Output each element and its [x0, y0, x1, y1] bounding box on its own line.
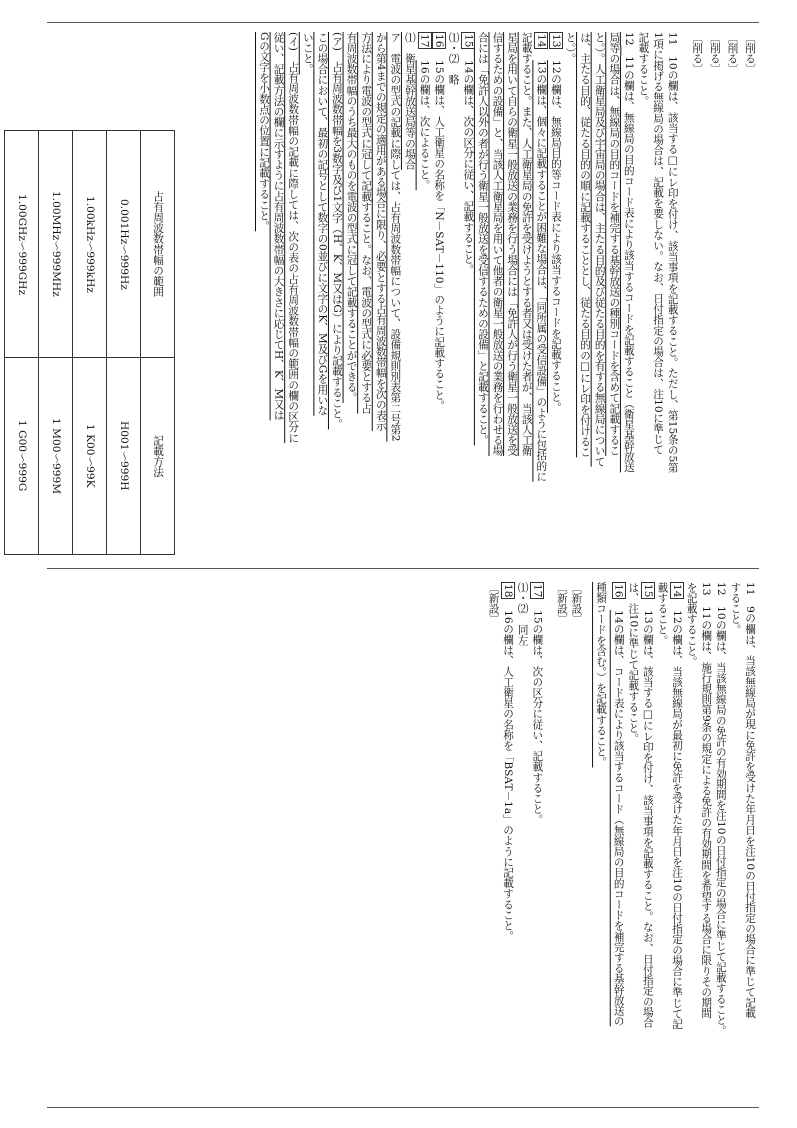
note-line: いこと。 — [301, 32, 314, 75]
note-line: 記載すること。また、人工衛星局の免許を受けようとする者又は受けた者が、当該人工衛 — [520, 32, 533, 456]
table-cell: 1.00MHz～999MHz — [39, 131, 73, 358]
table-cell: 1 M00～999M — [39, 358, 73, 555]
new-provision-label: 〔新設〕 — [555, 582, 568, 625]
note-line: 従い、記載方法の欄に示すように占有周波数帯幅の大きさに応じてH、K、M又は — [272, 32, 285, 421]
note-line: ア 電波の型式の記載に際しては、占有周波数帯幅について、設備規則別表第二号第2 — [389, 32, 402, 442]
table-header: 記載方法 — [141, 358, 175, 555]
note-line: ⑴・⑵ 同左 — [516, 582, 529, 646]
table-cell: 1.00kHz～999kHz — [73, 131, 107, 358]
table-cell: 1.00GHz～999GHz — [5, 131, 39, 358]
table-row — [39, 131, 73, 555]
note-line: (ア) 占有周波数帯幅を3数字及び1文字（H、K、M又はG）により記載すること。 — [330, 32, 343, 430]
note-line: から第4までの規定の適用がある場合に限り、必要とする占有周波数帯幅を次の表示 — [374, 32, 387, 431]
note-line: ⑴ 衛星基幹放送局等の場合 — [403, 32, 416, 170]
note-line: と。）。人工衛星局及び宇宙局の場合は、主たる目的及び従たる目的を有する無線局について — [593, 32, 606, 467]
note-line: 合には「免許人以外の者が行う衛星一般放送を受信するための設備」と記載すること。 — [476, 32, 489, 446]
top-rule — [47, 22, 759, 23]
note-line: 記載すること。 — [637, 32, 650, 107]
note-line: を記載すること。 — [685, 582, 698, 667]
middle-rule — [47, 568, 759, 569]
note-item-14: 14 12の欄は、当該無線局が最初に免許を受けた年月日を注10の日付指定の場合に準じて記 — [671, 584, 684, 1030]
table-header: 占有周波数帯幅の範囲 — [141, 131, 175, 358]
header-label: 〔削る〕 — [691, 32, 704, 75]
note-item-11: 11 9の欄は、当該無線局が現に免許を受けた年月日を注10の日付指定の場合に準じて記載 — [744, 582, 756, 1019]
new-provision-label: 〔新設〕 — [570, 582, 583, 625]
note-line: Gの文字を小数点の位置に記載すること。 — [258, 32, 270, 232]
table-row — [5, 131, 39, 555]
note-line: 種類コードを含む。）を記載すること。 — [595, 582, 608, 768]
note-line: 局等の場合は、無線局の目的コードを補完する基幹放送の種別コードを含めて記載するこ — [608, 32, 621, 456]
note-line: は、注10に準じて記載すること。 — [627, 582, 640, 744]
note-item-16: 16 15の欄は、人工衛星の名称を「N－SAT－110」のように記載すること。 — [433, 34, 446, 411]
bandwidth-table — [4, 130, 175, 555]
note-line: は、主たる目的、従たる目的の順に記載することとし、従たる目的の□にレ印を付けるこ — [579, 32, 592, 458]
table-cell: 0.001Hz～999Hz — [107, 131, 141, 358]
note-item-12: 12 10の欄は、当該無線局の免許の有効期間を注10の日付指定の場合に準じて記載すること。 — [714, 582, 727, 1036]
note-item-16: 16 14の欄は、コード表により該当するコード（無線局の目的コードを補完する基幹放送の — [612, 584, 625, 1027]
note-line: 1項に掲げる無線局の場合は、記載を要しない。なお、日付指定の場合は、注10に準じて — [652, 32, 665, 456]
note-item-15: 15 13の欄は、該当する□にレ印を付け、該当事項を記載すること。なお、日付指定の場合 — [641, 584, 654, 1028]
current-text-panel — [42, 582, 757, 1097]
header-label: 〔削る〕 — [726, 32, 739, 75]
header-label: 〔削る〕 — [744, 32, 756, 75]
note-item-17: 17 15の欄は、次の区分に従い、記載すること。 — [531, 584, 544, 825]
bottom-rule — [47, 1107, 759, 1108]
table-cell: H001～999H — [107, 358, 141, 555]
note-item-13: 13 11の欄は、施行規則第9条の規定による免許の有効期間を希望する場合に限りその期間 — [700, 582, 713, 1019]
note-item-18: 18 16の欄は、人工衛星の名称を「BSAT－1a」のように記載すること。 — [502, 584, 515, 942]
table-row — [73, 131, 107, 555]
note-line: と。）。 — [564, 32, 577, 64]
header-label: 〔削る〕 — [708, 32, 721, 75]
note-item-12: 12 11の欄は、無線局の目的コード表により該当するコードを記載すること（衛星基幹放送 — [622, 32, 635, 473]
note-item-17: 17 16の欄は、次によること。 — [418, 34, 431, 191]
note-line: 載すること。 — [656, 582, 669, 646]
note-line: この場合において、最初の記号として数字の0並びに文字のK、M及びGを用いな — [316, 32, 329, 416]
table-header-row — [141, 131, 175, 555]
note-line: 信するための設備」と、当該人工衛星局を用いて他者の衛星一般放送の業務を行わせる場 — [491, 32, 504, 456]
table-cell: 1 G00～999G — [5, 358, 39, 555]
note-line: すること。 — [729, 582, 742, 635]
table-row — [107, 131, 141, 555]
new-provision-label: 〔新設〕 — [487, 582, 500, 625]
note-line: (イ) 占有周波数帯幅の記載に際しては、次の表の占有周波数帯幅の範囲の欄の区分に — [287, 32, 300, 444]
table-cell: 1 K00～99K — [73, 358, 107, 555]
note-line: ⑴・⑵ 略 — [447, 32, 460, 85]
note-line: 有周波数帯幅のうち最大のものを電波の型式に冠して記載することができる。 — [345, 32, 358, 403]
note-line: 星局を用いて自らの衛星一般放送の業務を行う場合には「免許人が行う衛星一般放送を受 — [506, 32, 519, 456]
note-item-11: 11 10の欄は、該当する□にレ印を付け、該当事項を記載すること。ただし、第15条の5第 — [666, 32, 679, 473]
note-item-13: 13 12の欄は、無線局目的等コード表により該当するコードを記載すること。 — [549, 34, 562, 413]
note-item-14: 14 13の欄は、個々に記載することが困難な場合は、「同所属の受信設備」のように包括的に — [535, 34, 548, 482]
note-line: 方法により電波の型式に冠して記載すること。なお、電波の型式に必要とする占 — [360, 32, 373, 414]
note-item-15: 15 14の欄は、次の区分に従い、記載すること。 — [462, 34, 475, 275]
